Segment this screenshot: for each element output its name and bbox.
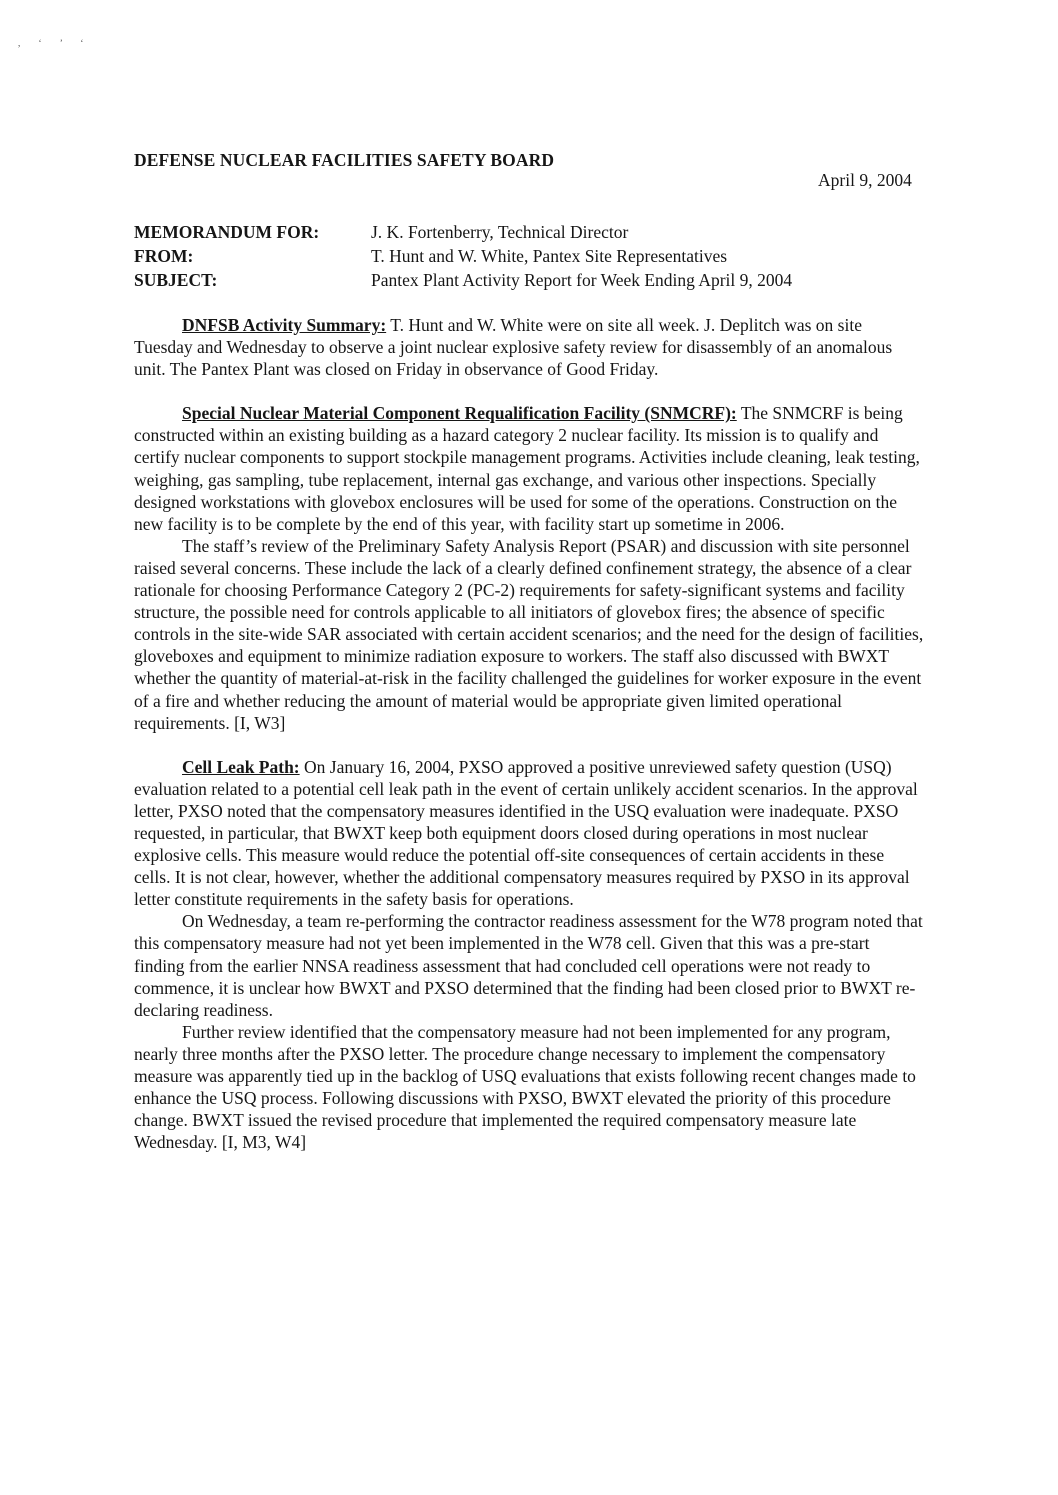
memo-subject-row: [134, 268, 792, 292]
memo-for-value: J. K. Fortenberry, Technical Director: [371, 222, 629, 242]
memo-for-row: [134, 220, 792, 244]
snmcrf-heading: Special Nuclear Material Component Requalification Facility (SNMCRF):: [182, 403, 737, 424]
memo-header: [134, 220, 792, 292]
dnfsb-summary-text: T. Hunt and W. White were on site all week. J. Deplitch was on site Tuesday and Wednesday to observe a joint nuclear explosive safety review for disassembly of an anomalous unit. The Pantex Plant was closed on Friday in observance of Good Friday.: [134, 315, 893, 380]
memo-subject-value: Pantex Plant Activity Report for Week Ending April 9, 2004: [371, 270, 793, 290]
dnfsb-summary-heading: DNFSB Activity Summary:: [182, 315, 387, 335]
organization-header: DEFENSE NUCLEAR FACILITIES SAFETY BOARD: [134, 150, 555, 170]
dnfsb-summary-paragraph: [134, 314, 924, 380]
memo-for-label: MEMORANDUM FOR:: [134, 222, 320, 242]
memo-subject-label: SUBJECT:: [134, 270, 218, 290]
memo-from-value: T. Hunt and W. White, Pantex Site Representatives: [371, 246, 728, 266]
memo-from-label: FROM:: [134, 246, 194, 266]
cell-leak-text-1: On January 16, 2004, PXSO approved a positive unreviewed safety question (USQ) evaluation related to a potential cell leak path in the event of certain unlikely accident scenarios. In the approval letter, PXSO noted that the compensatory measures identified in the USQ evaluation were inadequate. PXSO requested, in particular, that BWXT keep both equipment doors closed during operations in most nuclear explosive cells. This measure would reduce the potential off-site consequences of certain accidents in these cells. It is not clear, however, whether the additional compensatory measures required by PXSO in its approval letter constitute requirements in the safety basis for operations.: [134, 756, 918, 910]
snmcrf-text-1: The SNMCRF is being constructed within an existing building as a hazard category 2 nuclear facility. Its mission is to qualify and certify nuclear components to support stockpile management programs. Activities include cleaning, leak testing, weighing, gas sampling, tube replacement, internal gas exchange, and various other inspections. Specially designed workstations with glovebox enclosures will be used for some of the operations. Construction on the new facility is to be complete by the end of this year, with facility start up sometime in 2006.: [134, 403, 920, 534]
scan-marks: , ‘ ’ ‘: [18, 38, 92, 48]
snmcrf-paragraph-1: [134, 402, 924, 535]
memo-from-row: [134, 244, 792, 268]
cell-leak-paragraph-2: On Wednesday, a team re-performing the contractor readiness assessment for the W78 program noted that this compensatory measure had not yet been implemented in the W78 cell. Given that this was a pre-start finding from the earlier NNSA readiness assessment that had concluded cell operations were not ready to commence, it is unclear how BWXT and PXSO determined that the finding had been closed prior to BWXT re-declaring readiness.: [134, 911, 923, 1020]
memo-date: April 9, 2004: [818, 170, 912, 190]
memo-body: [134, 314, 924, 1153]
cell-leak-heading: Cell Leak Path:: [182, 756, 300, 777]
cell-leak-paragraph-1: [134, 756, 924, 911]
snmcrf-paragraph-2: The staff’s review of the Preliminary Safety Analysis Report (PSAR) and discussion with site personnel raised several concerns. These include the lack of a clearly defined confinement strategy, the absence of a clear rationale for choosing Performance Category 2 (PC-2) requirements for safety-significant systems and facility structure, the possible need for controls applicable to all initiators of glovebox fires; the absence of specific controls in the site-wide SAR associated with certain accident scenarios; and the need for the design of facilities, gloveboxes and equipment to minimize radiation exposure to workers. The staff also discussed with BWXT whether the quantity of material-at-risk in the facility challenged the guidelines for worker exposure in the event of a fire and whether reducing the amount of material would be appropriate given limited operational requirements. [I, W3]: [134, 535, 924, 733]
cell-leak-paragraph-3: Further review identified that the compensatory measure had not been implemented for any program, nearly three months after the PXSO letter. The procedure change necessary to implement the compensatory measure was apparently tied up in the backlog of USQ evaluations that exists following recent changes made to enhance the USQ process. Following discussions with PXSO, BWXT elevated the priority of this procedure change. BWXT issued the revised procedure that implemented the required compensatory measure late Wednesday. [I, M3, W4]: [134, 1021, 916, 1153]
